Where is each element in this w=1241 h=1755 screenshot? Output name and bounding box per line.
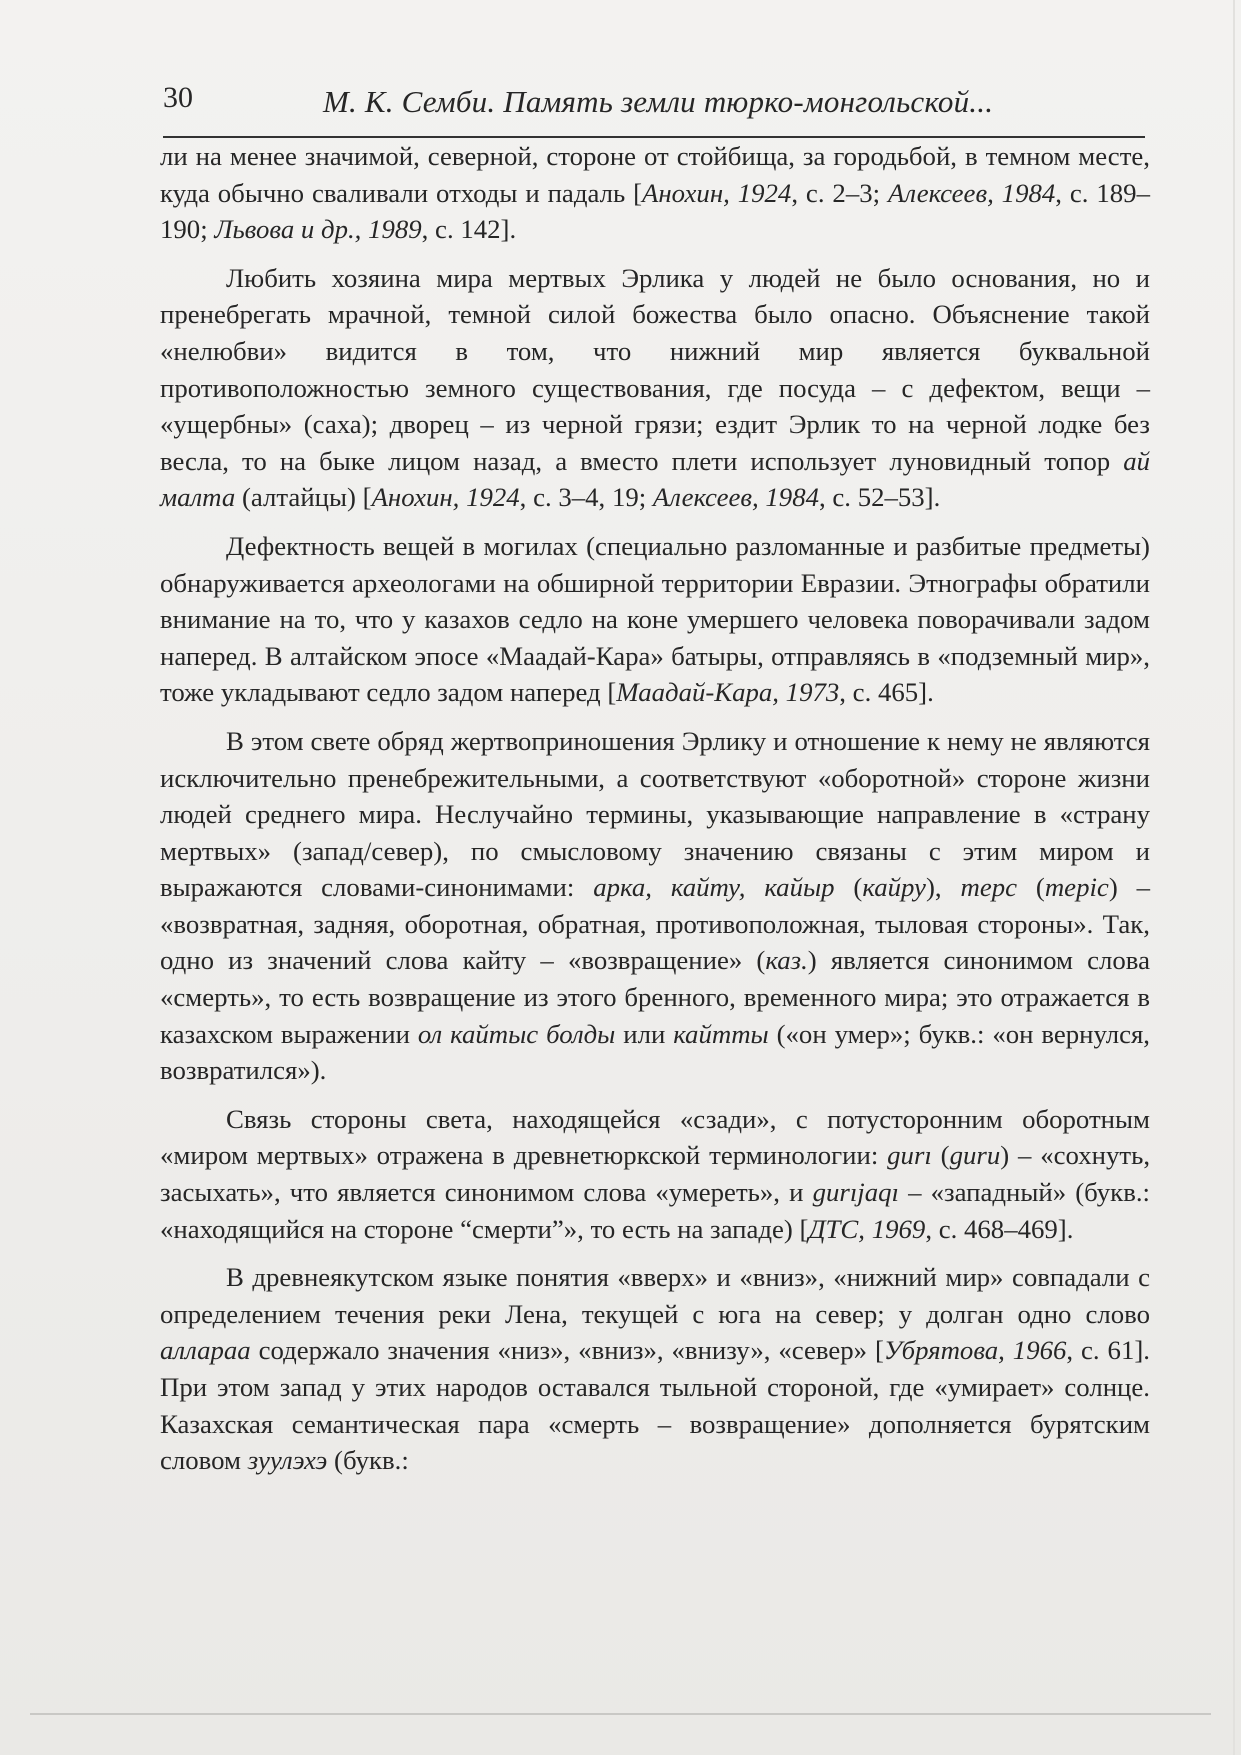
text-run: Связь стороны света, находящейся «сзади», с потусторонним оборотным «миром мертвых» отражена в древнетюркской терминологии:: [160, 1103, 1150, 1171]
italic-run: каз.: [765, 945, 808, 976]
page-header: [163, 78, 1145, 138]
text-run: ) – «сохнуть, засыхать», что является синонимом слова «умереть», и: [160, 1140, 1151, 1208]
text-run: ) является синонимом слова «смерть», то есть возвращение из этого бренного, временного мира; это отражается в казахском выражении: [160, 945, 1150, 1049]
italic-run: зуулэхэ: [247, 1445, 328, 1476]
text-run: («он умер»; букв.: «он вернулся, возвратился»).: [160, 1018, 1150, 1086]
paragraph: [160, 1259, 1150, 1479]
italic-run: ай малта: [160, 445, 1150, 513]
text-run: Любить хозяина мира мертвых Эрлика у людей не было основания, но и пренебрегать мрачной, темной силой божества было опасно. Объяснение такой «нелюбви» видится в том, что нижний мир является буквальной противоположностью земного существования, где посуда – с дефектом, вещи – «ущербны» (саха); дворец – из черной грязи; ездит Эрлик то на черной лодке без весла, то на быке лицом назад, а вместо плети использует луновидный топор: [160, 262, 1150, 476]
text-run: ) – «возвратная, задняя, оборотная, обратная, противоположная, тыловая стороны». Так, одно из значений слова кайту – «возвращение» (: [160, 872, 1151, 976]
italic-run: Маадай-Кара, 1973: [616, 677, 840, 708]
italic-run: Анохин, 1924: [371, 482, 520, 513]
text-run: – «западный» (букв.: «находящийся на стороне “смерти”», то есть на западе) [: [160, 1177, 1150, 1244]
italic-run: Львова и др., 1989: [214, 214, 422, 245]
italic-run: Убрятова, 1966: [883, 1335, 1067, 1366]
italic-run: ДТС, 1969: [808, 1213, 926, 1244]
scan-right-edge: [1233, 0, 1235, 1755]
italic-run: терс: [960, 872, 1018, 903]
text-run: В этом свете обряд жертвоприношения Эрлику и отношение к нему не являются исключительно пренебрежительными, а соответствуют «оборотной» стороне жизни людей среднего мира. Неслучайно термины, указывающие направление в «страну мертвых» (запад/север), по смысловому значению связаны с этим миром и выражаются словами-синонимами:: [160, 725, 1150, 903]
italic-run: ол кайтыс болды: [417, 1018, 616, 1049]
italic-run: gurıjaqı: [812, 1177, 899, 1208]
page-number: 30: [163, 81, 193, 114]
paragraph: [160, 528, 1150, 711]
italic-run: guru: [949, 1140, 1001, 1171]
italic-run: алларaа: [160, 1335, 251, 1366]
paragraph: [160, 138, 1150, 248]
text-run: (: [834, 872, 863, 903]
text-run: , с. 142].: [421, 214, 517, 245]
text-run: ли на менее значимой, северной, стороне от стойбища, за городьбой, в темном месте, куда обычно сваливали отходы и падаль [: [160, 141, 1150, 208]
italic-run: Анохин, 1924: [642, 177, 792, 208]
italic-run: gurı: [887, 1140, 932, 1171]
text-run: (алтайцы) [: [235, 482, 372, 513]
text-run: , с. 465].: [839, 677, 934, 708]
text-run: (: [1017, 872, 1045, 903]
text-run: , с. 52–53].: [819, 482, 941, 513]
text-run: (: [931, 1140, 950, 1171]
text-run: Дефектность вещей в могилах (специально разломанные и разбитые предметы) обнаруживается археологами на обширной территории Евразии. Этнографы обратили внимание на то, что у казахов седло на коне умершего человека поворачивали задом наперед. В алтайском эпосе «Маадай-Кара» батыры, отправляясь в «подземный мир», тоже укладывают седло задом наперед [: [160, 530, 1150, 708]
italic-run: Алексеев, 1984: [887, 177, 1056, 208]
italic-run: кайтты: [673, 1018, 769, 1049]
text-run: содержало значения «низ», «вниз», «внизу», «север» [: [250, 1335, 884, 1366]
paragraph: [160, 260, 1150, 516]
italic-run: кайру: [862, 872, 926, 903]
text-run: (букв.:: [327, 1445, 409, 1476]
text-run: ),: [925, 872, 961, 903]
text-run: , с. 468–469].: [925, 1213, 1074, 1244]
paragraph: [160, 1101, 1150, 1247]
italic-run: Алексеев, 1984: [652, 482, 819, 513]
body-text: [160, 138, 1150, 1491]
scan-bottom-edge: [30, 1713, 1211, 1715]
text-run: , с. 61]. При этом запад у этих народов оставался тыльной стороной, где «умирает» солнце. Казахская семантическая пара «смерть – возвращение» дополняется бурятским словом: [160, 1335, 1150, 1476]
text-run: или: [615, 1018, 674, 1049]
text-run: , с. 3–4, 19;: [519, 482, 653, 513]
text-run: , с. 189–190;: [160, 177, 1150, 245]
paragraph: [160, 723, 1150, 1089]
running-title: М. К. Семби. Память земли тюрко-монгольской...: [323, 84, 994, 119]
text-run: , с. 2–3;: [791, 177, 888, 208]
text-run: В древнеякутском языке понятия «вверх» и «вниз», «нижний мир» совпадали с определением течения реки Лена, текущей с юга на север; у долган одно слово: [160, 1262, 1150, 1329]
italic-run: арка, кайту, кайыр: [593, 872, 835, 903]
italic-run: теріс: [1044, 872, 1109, 903]
